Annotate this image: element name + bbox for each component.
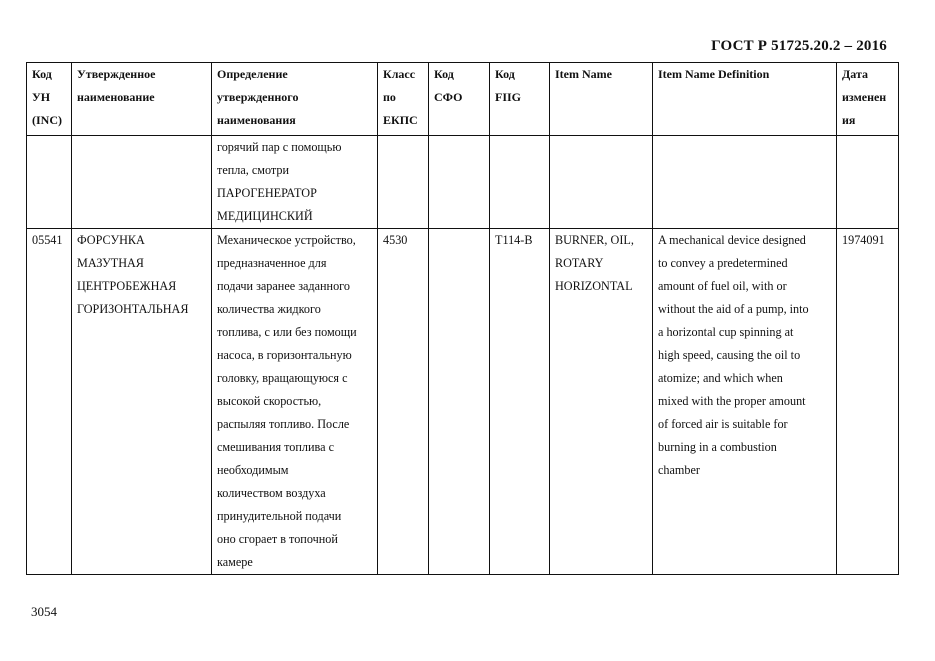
cell-ekps-class: 4530 <box>378 229 429 575</box>
col-header-approved-name: Утвержденное наименование <box>72 63 212 136</box>
cell-approved-name: ФОРСУНКА МАЗУТНАЯ ЦЕНТРОБЕЖНАЯ ГОРИЗОНТАЛЬНАЯ <box>72 229 212 575</box>
cell-item-name <box>550 136 653 229</box>
col-header-change-date: Дата изменен ия <box>837 63 899 136</box>
cell-definition: горячий пар с помощью тепла, смотри ПАРОГЕНЕРАТОР МЕДИЦИНСКИЙ <box>212 136 378 229</box>
table-header-row <box>27 63 899 136</box>
cell-item-name-definition: A mechanical device designed to convey a predetermined amount of fuel oil, with or without the aid of a pump, into a horizontal cup spinning at high speed, causing the oil to atomize; and which when mixed with the proper amount of forced air is suitable for burning in a combustion chamber <box>653 229 837 575</box>
cell-sfo-code <box>429 229 490 575</box>
document-standard-header: ГОСТ Р 51725.20.2 – 2016 <box>711 38 887 54</box>
cell-inc: 05541 <box>27 229 72 575</box>
col-header-inc: Код УН (INC) <box>27 63 72 136</box>
cell-approved-name <box>72 136 212 229</box>
item-name-table <box>26 62 899 575</box>
col-header-ekps-class: Класс по ЕКПС <box>378 63 429 136</box>
table-row <box>27 229 899 575</box>
cell-sfo-code <box>429 136 490 229</box>
cell-definition: Механическое устройство, предназначенное для подачи заранее заданного количества жидкого топлива, с или без помощи насоса, в горизонтальную головку, вращающуюся с высокой скоростью, распыляя топливо. После смешивания топлива с необходимым количеством воздуха принудительной подачи оно сгорает в топочной камере <box>212 229 378 575</box>
cell-item-name-definition <box>653 136 837 229</box>
col-header-definition: Определение утвержденного наименования <box>212 63 378 136</box>
table-row-continuation <box>27 136 899 229</box>
cell-ekps-class <box>378 136 429 229</box>
col-header-item-name-definition: Item Name Definition <box>653 63 837 136</box>
col-header-item-name: Item Name <box>550 63 653 136</box>
col-header-fiig-code: Код FIIG <box>490 63 550 136</box>
page-number: 3054 <box>31 604 57 619</box>
cell-change-date <box>837 136 899 229</box>
cell-fiig-code <box>490 136 550 229</box>
cell-inc <box>27 136 72 229</box>
cell-item-name: BURNER, OIL, ROTARY HORIZONTAL <box>550 229 653 575</box>
col-header-sfo-code: Код СФО <box>429 63 490 136</box>
cell-change-date: 1974091 <box>837 229 899 575</box>
cell-fiig-code: T114-B <box>490 229 550 575</box>
